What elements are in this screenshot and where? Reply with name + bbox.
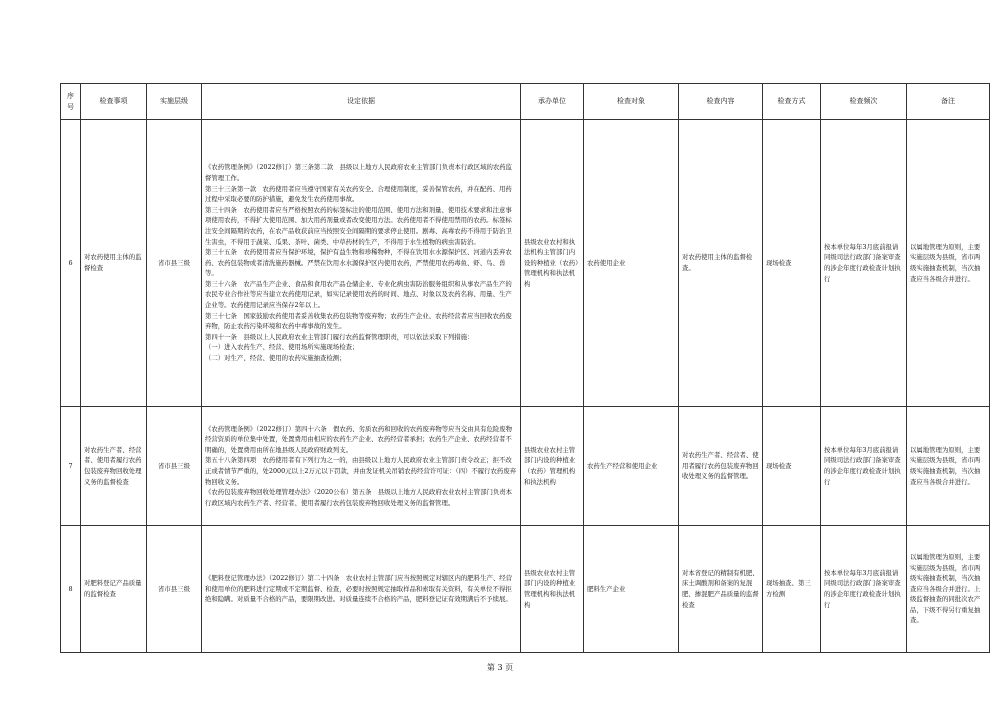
- row-item: 对农药生产者、经营者、使用者履行农药包装废弃物回收处理义务的监督检查: [81, 407, 147, 526]
- basis-paragraph: 《农药包装废弃物回收处理管理办法》（2020公布）第五条 县级以上地方人民政府农业农村主管部门负责本行政区域内农药生产者、经营者、使用者履行农药包装废弃物回收处理义务的监督管理。: [205, 488, 513, 507]
- row-remark: 以属地管理为原则，主要实施层级为县级，省市两级实施抽查机制，当次抽查应当各级合并进行。上级监督抽查的同批次农产品，下级不得另行重复抽查。: [907, 526, 990, 653]
- row-frequency: 按本单位每年3月底前报请同级司法行政部门备案审查的涉企年度行政检查计划执行: [821, 526, 907, 653]
- row-level: 省市县三级: [147, 120, 202, 407]
- row-method: 现场抽查、第三方检测: [763, 526, 821, 653]
- basis-paragraph: 《肥料登记管理办法》（2022修订）第二十四条 农业农村主管部门应当按照规定对辖区内的肥料生产、经营和使用单位的肥料进行定期或不定期监督、检查，必要时按照规定抽取样品和索取有关资料，有关单位不得拒绝和隐瞒。对质量不合格的产品，要限期改进。对质量连续不合格的产品，肥料登记证有效期满后不予续展。: [205, 574, 513, 604]
- header-target: 检查对象: [584, 84, 679, 120]
- basis-paragraph: 第五十八条第四项 农药使用者有下列行为之一的，由县级以上地方人民政府农业主管部门责令改正；拒不改正或者情节严重的，处2000元以上2万元以下罚款，并由发证机关吊销农药经营许可证：（四）不履行农药废弃物回收义务。: [205, 456, 517, 486]
- row-method: 现场检查: [763, 407, 821, 526]
- row-no: 6: [61, 120, 81, 407]
- basis-paragraph: 《农药管理条例》（2022修订）第三条第二款 县级以上地方人民政府农业主管部门负责本行政区域的农药监督管理工作。: [205, 163, 513, 182]
- table-row: [61, 120, 990, 407]
- row-no: 8: [61, 526, 81, 653]
- inspection-table: [60, 83, 990, 653]
- row-method: 现场检查: [763, 120, 821, 407]
- basis-paragraph: 第三十四条 农药使用者应当严格按照农药的标签标注的使用范围、使用方法和剂量、使用技术要求和注意事项使用农药，不得扩大使用范围、加大用药剂量或者改变使用方法。农药使用者不得使用禁用的农药。标签标注安全间隔期的农药，在农产品收获前应当按照安全间隔期的要求停止使用。剧毒、高毒农药不得用于防治卫生害虫，不得用于蔬菜、瓜果、茶叶、菌类、中草药材的生产，不得用于水生植物的病虫害防治。: [205, 205, 512, 246]
- row-item: 对肥料登记产品质量的监督检查: [81, 526, 147, 653]
- row-content: 对农药生产者、经营者、使用者履行农药包装废弃物回收处理义务的监督管理。: [679, 407, 763, 526]
- table-row: [61, 407, 990, 526]
- row-basis: [202, 407, 521, 526]
- row-frequency: 按本单位每年3月底前报请同级司法行政部门备案审查的涉企年度行政检查计划执行: [821, 407, 907, 526]
- header-unit: 承办单位: [521, 84, 584, 120]
- row-basis: [202, 526, 521, 653]
- row-unit: 县级农业农村和执法机构主管部门内设的种植业（农药）管理机构和执法机构: [521, 120, 584, 407]
- row-unit: 县级农业农村主管部门内设的种植业管理机构和执法机构: [521, 526, 584, 653]
- row-level: 省市县三级: [147, 407, 202, 526]
- page-number: 第 3 页: [486, 663, 514, 672]
- row-frequency: 按本单位每年3月底前报请同级司法行政部门备案审查的涉企年度行政检查计划执行: [821, 120, 907, 407]
- row-item: 对农药使用主体的监督检查: [81, 120, 147, 407]
- basis-paragraph: （二）对生产、经营、使用的农药实施抽查检测；: [205, 354, 346, 363]
- row-target: 农药使用企业: [584, 120, 679, 407]
- row-level: 省市县三级: [147, 526, 202, 653]
- row-no: 7: [61, 407, 81, 526]
- row-content: 对农药使用主体的监督检查。: [679, 120, 763, 407]
- row-content: 对本省登记的精制有机肥、床土调酸剂和备案的复混肥、掺混肥产品质量的监督检查: [679, 526, 763, 653]
- table-row: [61, 526, 990, 653]
- row-remark: 以属地管理为原则，主要实施层级为县级，省市两级实施抽查机制，当次抽查应当各级合并进行。: [907, 407, 990, 526]
- header-remark: 备注: [907, 84, 990, 120]
- header-level: 实施层级: [147, 84, 202, 120]
- header-row: [61, 84, 990, 120]
- header-item: 检查事项: [81, 84, 147, 120]
- header-method: 检查方式: [763, 84, 821, 120]
- row-remark: 以属地管理为原则，主要实施层级为县级，省市两级实施抽查机制，当次抽查应当各级合并进行。: [907, 120, 990, 407]
- basis-paragraph: 第三十六条 农产品生产企业、食品和食用农产品仓储企业、专业化病虫害防治服务组织和从事农产品生产的农民专业合作社等应当建立农药使用记录，如实记录使用农药的时间、地点、对象以及农药名称、用量、生产企业等。农药使用记录应当保存2年以上。: [205, 279, 512, 310]
- basis-paragraph: 第四十一条 县级以上人民政府农业主管部门履行农药监督管理职责，可以依法采取下列措施：: [205, 332, 474, 341]
- header-frequency: 检查频次: [821, 84, 907, 120]
- header-no: 序号: [61, 84, 81, 120]
- basis-paragraph: 《农药管理条例》（2022修订）第四十六条 假农药、劣质农药和回收的农药废弃物等应当交由具有危险废物经营资质的单位集中处置，处置费用由相应的农药生产企业、农药经营者承担；农药生产企业、农药经营者不明确的，处置费用由所在地县级人民政府财政列支。: [205, 424, 513, 454]
- header-basis: 设定依据: [202, 84, 521, 120]
- basis-paragraph: （一）进入农药生产、经营、使用场所实施现场检查；: [205, 343, 359, 352]
- row-unit: 县级农业农村主管部门内设的种植业（农药）管理机构和执法机构: [521, 407, 584, 526]
- row-basis: [202, 120, 521, 407]
- header-content: 检查内容: [679, 84, 763, 120]
- row-target: 肥料生产企业: [584, 526, 679, 653]
- basis-paragraph: 第三十三条第一款 农药使用者应当遵守国家有关农药安全、合理使用制度，妥善保管农药，并在配药、用药过程中采取必要的防护措施，避免发生农药使用事故。: [205, 184, 512, 204]
- basis-paragraph: 第三十七条 国家鼓励农药使用者妥善收集农药包装物等废弃物；农药生产企业、农药经营者应当回收农药废弃物，防止农药污染环境和农药中毒事故的发生。: [205, 311, 512, 331]
- row-target: 农药生产经营和使用企业: [584, 407, 679, 526]
- basis-paragraph: 第三十五条 农药使用者应当保护环境，保护有益生物和珍稀物种，不得在饮用水水源保护区、河道内丢弃农药、农药包装物或者清洗施药器械。严禁在饮用水水源保护区内使用农药，严禁使用农药毒鱼、虾、鸟、兽等。: [205, 248, 512, 278]
